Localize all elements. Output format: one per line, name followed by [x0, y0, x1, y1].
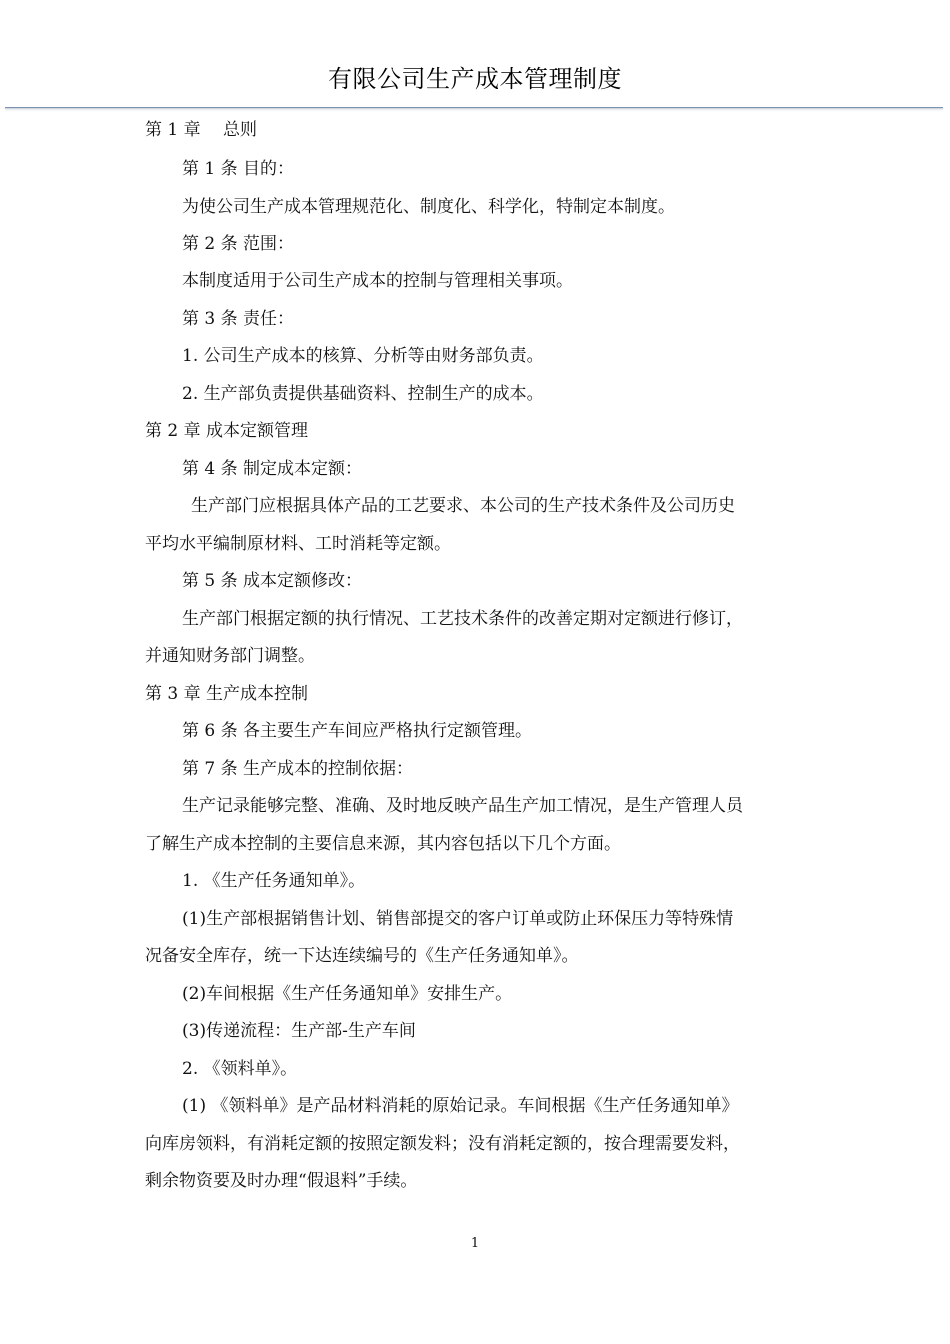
paragraph-scope: 本制度适用于公司生产成本的控制与管理相关事项。 [182, 271, 573, 291]
sub-item-requisition-line-1: (1) 《领料单》是产品材料消耗的原始记录。车间根据《生产任务通知单》 [182, 1096, 739, 1116]
list-item-task-notice: 1. 《生产任务通知单》。 [182, 871, 366, 891]
page-number: 1 [470, 1236, 480, 1251]
paragraph-revision-line-2: 并通知财务部门调整。 [145, 646, 315, 666]
article-heading-2: 第 2 条 范围： [182, 234, 295, 254]
paragraph-quota-line-2: 平均水平编制原材料、工时消耗等定额。 [145, 534, 451, 554]
article-heading-1: 第 1 条 目的： [182, 159, 295, 179]
sub-item-task-notice-1-line-1: (1)生产部根据销售计划、销售部提交的客户订单或防止环保压力等特殊情 [182, 909, 734, 929]
paragraph-purpose: 为使公司生产成本管理规范化、制度化、科学化，特制定本制度。 [182, 197, 675, 217]
page-title: 有限公司生产成本管理制度 [328, 65, 622, 93]
list-item-material-requisition: 2. 《领料单》。 [182, 1059, 298, 1079]
paragraph-quota-line-1: 生产部门应根据具体产品的工艺要求、本公司的生产技术条件及公司历史 [191, 496, 735, 516]
article-heading-6: 第 6 条 各主要生产车间应严格执行定额管理。 [182, 721, 533, 741]
chapter-heading-2: 第 2 章 成本定额管理 [145, 421, 309, 441]
sub-item-task-notice-3: (3)传递流程：生产部-生产车间 [182, 1021, 416, 1041]
article-heading-7: 第 7 条 生产成本的控制依据： [182, 759, 414, 779]
article-heading-3: 第 3 条 责任： [182, 309, 295, 329]
article-heading-5: 第 5 条 成本定额修改： [182, 571, 363, 591]
list-item-responsibility-2: 2. 生产部负责提供基础资料、控制生产的成本。 [182, 384, 544, 404]
chapter-heading-1: 第 1 章 总则 [145, 120, 258, 140]
sub-item-requisition-line-3: 剩余物资要及时办理“假退料”手续。 [145, 1171, 418, 1191]
paragraph-revision-line-1: 生产部门根据定额的执行情况、工艺技术条件的改善定期对定额进行修订， [182, 609, 743, 629]
title-underline-rule [5, 107, 943, 108]
sub-item-requisition-line-2: 向库房领料，有消耗定额的按照定额发料；没有消耗定额的，按合理需要发料， [145, 1134, 740, 1154]
paragraph-records-line-1: 生产记录能够完整、准确、及时地反映产品生产加工情况，是生产管理人员 [182, 796, 743, 816]
chapter-heading-3: 第 3 章 生产成本控制 [145, 684, 309, 704]
paragraph-records-line-2: 了解生产成本控制的主要信息来源，其内容包括以下几个方面。 [145, 834, 621, 854]
sub-item-task-notice-2: (2)车间根据《生产任务通知单》安排生产。 [182, 984, 513, 1004]
list-item-responsibility-1: 1. 公司生产成本的核算、分析等由财务部负责。 [182, 346, 544, 366]
sub-item-task-notice-1-line-2: 况备安全库存，统一下达连续编号的《生产任务通知单》。 [145, 946, 579, 966]
article-heading-4: 第 4 条 制定成本定额： [182, 459, 363, 479]
